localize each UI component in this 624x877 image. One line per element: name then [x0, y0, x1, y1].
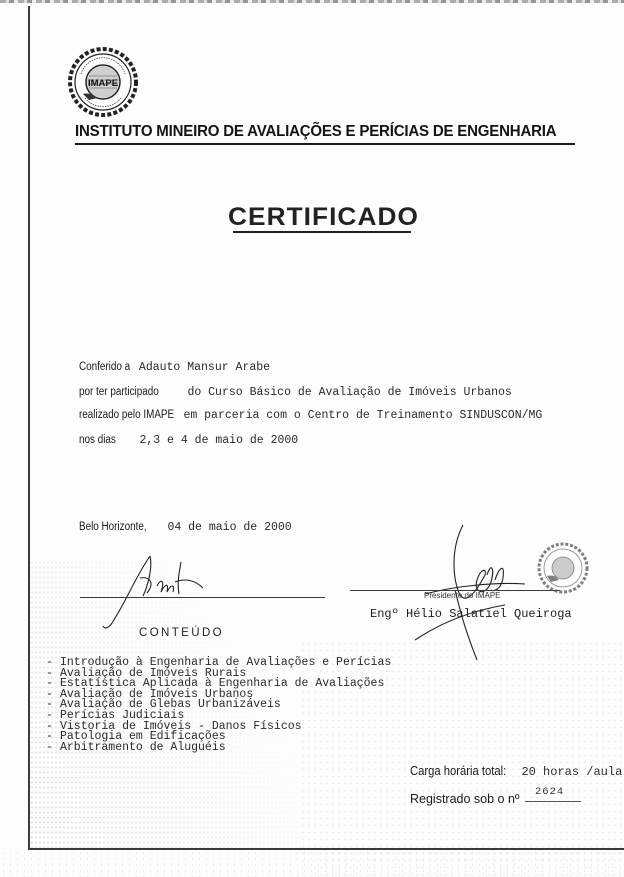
conferred-label: Conferido a	[79, 361, 131, 373]
registration-row	[410, 790, 520, 808]
participated-label: por ter participado	[79, 386, 159, 398]
institute-name: INSTITUTO MINEIRO DE AVALIAÇÕES E PERÍCIAS DE ENGENHARIA	[75, 123, 557, 140]
certificate-title-text: CERTIFICADO	[228, 203, 420, 231]
president-label: Presidente do IMAPE	[424, 591, 501, 600]
dates-label: nos dias	[79, 434, 116, 446]
partnership-text: em parceria com o Centro de Treinamento SINDUSCON/MG	[183, 409, 543, 422]
course-name: do Curso Básico de Avaliação de Imóveis Urbanos	[187, 386, 512, 399]
registration-underline	[525, 801, 581, 802]
imape-logo	[63, 42, 143, 122]
list-item: - Vistoria de Imóveis - Danos Físicos	[46, 719, 302, 733]
registration-number: 2624	[535, 786, 565, 798]
list-item: - Avaliação de Glebas Urbanizáveis	[46, 698, 281, 712]
issue-date: 04 de maio de 2000	[167, 521, 292, 534]
scan-noise	[0, 850, 624, 877]
conferred-row	[79, 357, 270, 375]
workload-row	[410, 762, 622, 780]
certificate-title	[0, 203, 624, 232]
place-label: Belo Horizonte,	[79, 521, 147, 533]
president-name: Engº Hélio Salatiel Queiroga	[370, 607, 572, 621]
registration-label: Registrado sob o nº	[410, 792, 520, 806]
list-item: - Perícias Judiciais	[46, 708, 185, 722]
recipient-signature	[95, 548, 255, 638]
certificate-title-underline	[233, 231, 411, 233]
course-dates: 2,3 e 4 de maio de 2000	[139, 434, 299, 447]
page-top-edge	[0, 0, 624, 3]
held-by-row	[79, 405, 542, 423]
list-item: - Patologia em Edificações	[46, 730, 226, 744]
certificate-border-bottom	[28, 848, 624, 850]
recipient-signature-line	[80, 597, 325, 598]
certificate-border-left	[28, 6, 30, 850]
list-item: - Introdução à Engenharia de Avaliações e Perícias	[46, 656, 392, 669]
workload-label: Carga horária total:	[410, 764, 507, 778]
list-item: - Estatística Aplicada à Engenharia de Avaliações	[46, 677, 385, 691]
logo-text: IMAPE	[87, 78, 119, 89]
workload-value: 20 horas /aula	[521, 765, 623, 779]
contents-list	[46, 658, 391, 753]
contents-heading: CONTEÚDO	[139, 627, 225, 639]
place-date-row	[79, 517, 292, 535]
list-item: - Avaliação de Imóveis Urbanos	[46, 687, 254, 701]
participated-row	[79, 382, 512, 400]
list-item: - Avaliação de Imóveis Rurais	[46, 666, 247, 680]
held-by-label: realizado pelo IMAPE	[79, 409, 175, 421]
dates-row	[79, 430, 298, 448]
list-item: - Arbitramento de Aluguéis	[46, 740, 226, 754]
institute-underline	[75, 143, 575, 145]
recipient-name: Adauto Mansur Arabe	[138, 361, 271, 374]
imape-seal-stamp	[535, 540, 591, 596]
